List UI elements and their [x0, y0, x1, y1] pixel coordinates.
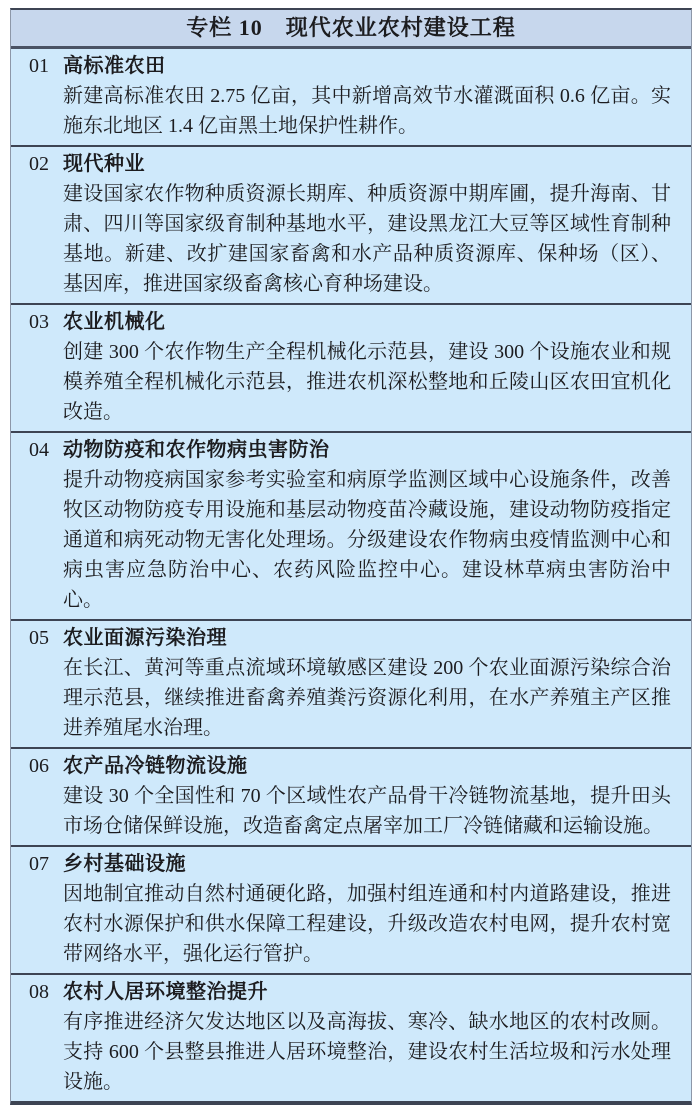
section-number: 07 — [29, 853, 49, 875]
section-number: 02 — [29, 153, 49, 175]
section-07 — [11, 847, 691, 975]
section-08 — [11, 975, 691, 1101]
section-header — [29, 977, 671, 1007]
section-header — [29, 751, 671, 781]
section-number: 08 — [29, 981, 49, 1003]
section-body: 因地制宜推动自然村通硬化路，加强村组连通和村内道路建设，推进农村水源保护和供水保障工程建设，升级改造农村电网，提升农村宽带网络水平，强化运行管护。 — [63, 883, 671, 965]
section-body: 提升动物疫病国家参考实验室和病原学监测区域中心设施条件，改善牧区动物防疫专用设施和基层动物疫苗冷藏设施，建设动物防疫指定通道和病死动物无害化处理场。分级建设农作物病虫疫情监测中心和病虫害应急防治中心、农药风险监控中心。建设林草病虫害防治中心。 — [63, 469, 671, 611]
section-body: 在长江、黄河等重点流域环境敏感区建设 200 个农业面源污染综合治理示范县，继续推进畜禽养殖粪污资源化利用，在水产养殖主产区推进养殖尾水治理。 — [63, 657, 671, 739]
section-title: 农业机械化 — [63, 311, 166, 333]
section-05 — [11, 621, 691, 749]
section-number: 03 — [29, 311, 49, 333]
section-number: 06 — [29, 755, 49, 777]
section-header — [29, 51, 671, 81]
section-title: 农产品冷链物流设施 — [63, 755, 248, 777]
section-06 — [11, 749, 691, 847]
panel-title: 专栏 10 现代农业农村建设工程 — [11, 10, 691, 49]
section-header — [29, 307, 671, 337]
section-header — [29, 623, 671, 653]
section-number: 01 — [29, 55, 49, 77]
section-title: 高标准农田 — [63, 55, 166, 77]
section-title: 农村人居环境整治提升 — [63, 981, 268, 1003]
section-03 — [11, 305, 691, 433]
section-number: 04 — [29, 439, 49, 461]
section-body: 建设 30 个全国性和 70 个区域性农产品骨干冷链物流基地，提升田头市场仓储保鲜设施，改造畜禽定点屠宰加工厂冷链储藏和运输设施。 — [63, 785, 671, 837]
section-title: 农业面源污染治理 — [63, 627, 227, 649]
section-01 — [11, 49, 691, 147]
section-body: 新建高标准农田 2.75 亿亩，其中新增高效节水灌溉面积 0.6 亿亩。实施东北地区 1.4 亿亩黑土地保护性耕作。 — [63, 85, 671, 137]
box-column-10-panel — [10, 8, 692, 1105]
section-body: 创建 300 个农作物生产全程机械化示范县，建设 300 个设施农业和规模养殖全程机械化示范县，推进农机深松整地和丘陵山区农田宜机化改造。 — [63, 341, 671, 423]
section-02 — [11, 147, 691, 305]
section-body: 有序推进经济欠发达地区以及高海拔、寒冷、缺水地区的农村改厕。支持 600 个县整县推进人居环境整治，建设农村生活垃圾和污水处理设施。 — [63, 1011, 671, 1093]
section-header — [29, 435, 671, 465]
section-body: 建设国家农作物种质资源长期库、种质资源中期库圃，提升海南、甘肃、四川等国家级育制种基地水平，建设黑龙江大豆等区域性育制种基地。新建、改扩建国家畜禽和水产品种质资源库、保种场（区）、基因库，推进国家级畜禽核心育种场建设。 — [63, 183, 671, 295]
section-title: 乡村基础设施 — [63, 853, 186, 875]
section-number: 05 — [29, 627, 49, 649]
section-header — [29, 149, 671, 179]
section-title: 动物防疫和农作物病虫害防治 — [63, 439, 330, 461]
section-header — [29, 849, 671, 879]
section-04 — [11, 433, 691, 621]
section-title: 现代种业 — [63, 153, 145, 175]
